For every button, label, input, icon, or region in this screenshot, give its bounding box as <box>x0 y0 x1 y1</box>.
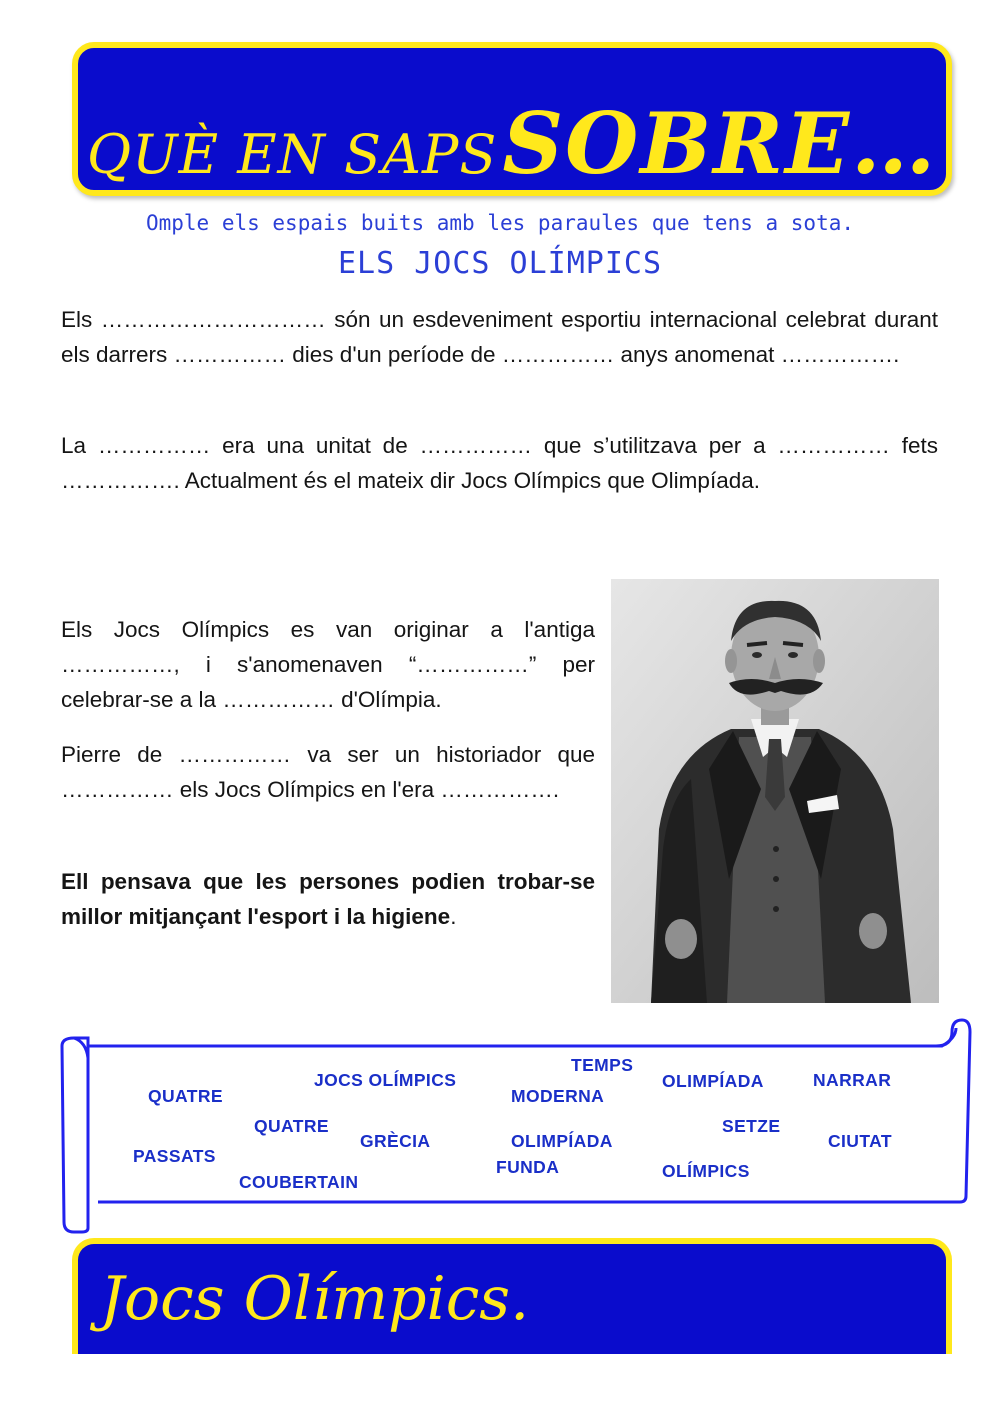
word-grecia: GRÈCIA <box>360 1131 431 1151</box>
header-banner <box>72 42 952 196</box>
word-olimpiada-1: OLIMPÍADA <box>662 1071 764 1091</box>
page-title <box>78 94 946 193</box>
word-coubertain: COUBERTAIN <box>239 1172 359 1192</box>
portrait-illustration <box>611 579 939 1003</box>
word-setze: SETZE <box>722 1116 781 1136</box>
word-ciutat: CIUTAT <box>828 1131 892 1151</box>
paragraph-3: Els Jocs Olímpics es van originar a l'antiga ……………, i s'anomenaven “……………” per celebrar-se a la …………… d'Olímpia. <box>61 617 595 712</box>
word-olimpics: OLÍMPICS <box>662 1161 750 1181</box>
footer-title: Jocs Olímpics. <box>100 1264 530 1334</box>
portrait-photo <box>611 579 939 1003</box>
footer-banner <box>72 1238 952 1354</box>
paragraph-5-end: . <box>450 904 457 929</box>
word-passats: PASSATS <box>133 1146 216 1166</box>
word-olimpiada-2: OLIMPÍADA <box>511 1131 613 1151</box>
paragraph-5 <box>61 864 595 934</box>
section-subtitle: ELS JOCS OLÍMPICS <box>337 246 663 281</box>
word-bank-scroll <box>56 1018 972 1234</box>
word-narrar: NARRAR <box>813 1070 892 1090</box>
paragraph-4: Pierre de …………… va ser un historiador que …………… els Jocs Olímpics en l'era ……………. <box>61 742 595 802</box>
word-quatre-1: QUATRE <box>148 1086 223 1106</box>
word-quatre-2: QUATRE <box>254 1116 329 1136</box>
paragraph-2: La …………… era una unitat de …………… que s’utilitzava per a …………… fets ……………. Actualment és el mateix dir Jocs Olímpics que Olimpíada. <box>61 433 938 493</box>
word-temps: TEMPS <box>571 1055 634 1075</box>
word-jocs-olimpics: JOCS OLÍMPICS <box>314 1070 457 1090</box>
paragraph-5-bold: Ell pensava que les persones podien trobar-se millor mitjançant l'esport i la higiene <box>61 869 595 929</box>
word-moderna: MODERNA <box>511 1086 605 1106</box>
scroll-frame <box>56 1018 972 1234</box>
instruction-text: Omple els espais buits amb les paraules que tens a sota. <box>145 211 854 235</box>
paragraph-1: Els ………………………… són un esdeveniment esportiu internacional celebrat durant els darrers …………… dies d'un període de …………… anys anomenat ……………. <box>61 307 938 367</box>
title-big: SOBRE… <box>502 94 938 193</box>
title-small: QUÈ EN SAPS <box>86 123 498 186</box>
word-funda: FUNDA <box>496 1157 560 1177</box>
